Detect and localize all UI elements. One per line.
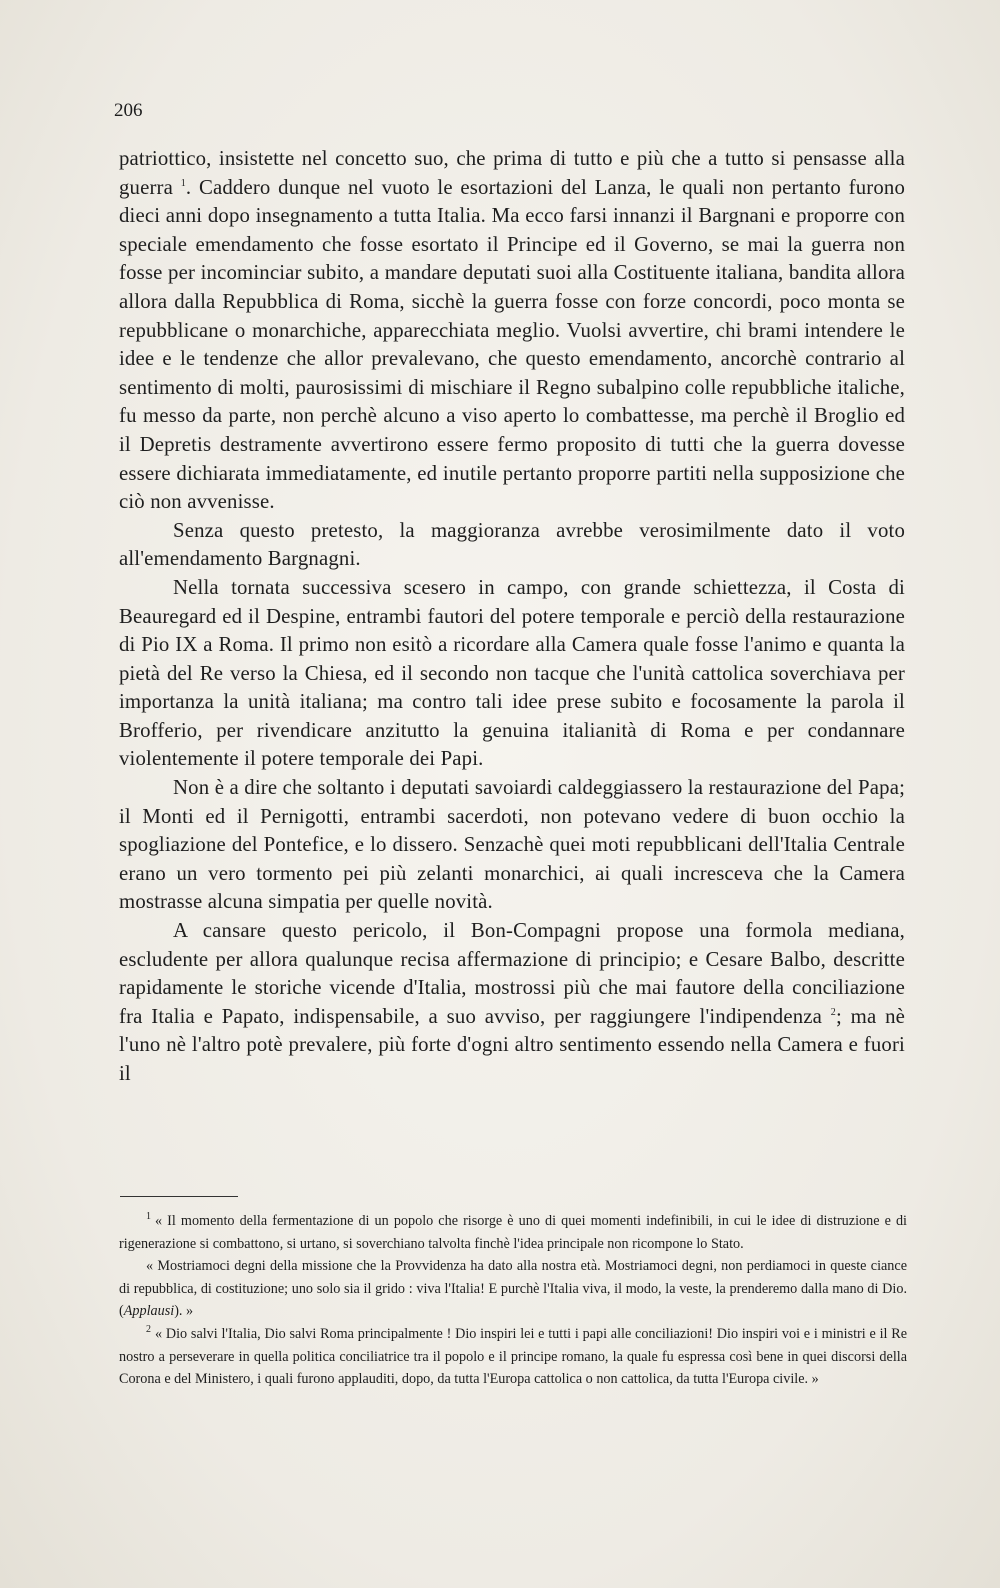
paragraph-text: . Caddero dunque nel vuoto le esortazioni del Lanza, le quali non pertanto furono dieci anni dopo insegnamento a tutta Italia. Ma ecco farsi innanzi il Bargnani e proporre con speciale emendamento che fosse esortato il Principe ed il Governo, se mai la guerra non fosse per incominciar subito, a mandare deputati suoi alla Costituente italiana, bandita allora allora dalla Repubblica di Roma, sicchè la guerra fosse con forze concordi, poco monta se repubblicane o monarchiche, apparecchiata meglio. Vuolsi avvertire, chi brami intendere le idee e le tendenze che allor prevalevano, che questo emendamento, ancorchè contrario al sentimento di molti, paurosissimi di mischiare il Regno subalpino colle repubbliche italiche, fu messo da parte, non perchè alcuno a viso aperto lo combattesse, ma perchè il Broglio ed il Depretis destramente avvertirono essere fermo proposito di tutti che la guerra dovesse essere dichiarata immediatamente, ed inutile pertanto proporre partiti nella supposizione che ciò non avvenisse. — [119, 175, 906, 514]
footnote-ref-1[interactable]: 1 — [180, 177, 186, 189]
footnote-emphasis: Applausi — [123, 1303, 175, 1320]
footnote-number: 1 — [146, 1211, 151, 1223]
footnote-1 — [119, 1210, 907, 1255]
footnote-text: « Il momento della fermentazione di un popolo che risorge è uno di quei momenti indefinibili, in cui le idee di distruzione e di rigenerazione si combattono, si urtano, si soverchiano talvolta finchè l'idea principale non ricompone lo Stato. — [119, 1213, 907, 1252]
footnote-2 — [119, 1323, 907, 1391]
paragraph-2: Senza questo pretesto, la maggioranza avrebbe verosimilmente dato il voto all'emendamento Bargnagni. — [119, 518, 905, 571]
paragraph-text: A cansare questo pericolo, il Bon-Compagni propose una formola mediana, escludente per allora qualunque recisa affermazione di principio; e Cesare Balbo, descritte rapidamente le storiche vicende d'Italia, mostrossi più che mai fautore della conciliazione fra Italia e Papato, indispensabile, a suo avviso, per raggiungere l'indipendenza — [119, 919, 905, 1028]
paragraph-5 — [119, 917, 905, 1089]
paragraph-text: ; ma nè l'uno nè l'altro potè prevalere, più forte d'ogni altro sentimento essendo nella Camera e fuori il — [119, 1004, 905, 1085]
paragraph-3: Nella tornata successiva scesero in campo, con grande schiettezza, il Costa di Beauregard ed il Despine, entrambi fautori del potere temporale e perciò della restaurazione di Pio IX a Roma. Il primo non esitò a ricordare alla Camera quale fosse l'animo e quanta la pietà del Re verso la Chiesa, ed il secondo non tacque che l'unità cattolica soverchiava per importanza la unità italiana; ma contro tali idee prese subito e focosamente la parola il Brofferio, per rivendicare anzitutto la genuina italianità di Roma e per condannare violentemente il potere temporale dei Papi. — [119, 575, 905, 771]
footnote-divider — [120, 1196, 238, 1197]
footnote-1-continued — [119, 1255, 907, 1323]
footnote-text: ). » — [174, 1303, 194, 1320]
footnotes — [119, 1210, 907, 1391]
paragraph-text: patriottico, insistette nel concetto suo, che prima di tutto e più che a tutto si pensasse alla guerra — [119, 147, 905, 199]
footnote-ref-2[interactable]: 2 — [830, 1006, 836, 1018]
main-text — [119, 145, 905, 1089]
paragraph-1 — [119, 145, 905, 517]
footnote-number: 2 — [146, 1324, 151, 1336]
footnote-text: « Dio salvi l'Italia, Dio salvi Roma principalmente ! Dio inspiri lei e tutti i papi alle conciliazioni! Dio inspiri voi e i ministri e il Re nostro a perseverare in quella politica conciliatrice tra il popolo e il principe romano, la quale fu espressa così bene in quei discorsi della Corona e del Ministero, i quali furono applauditi, dopo, da tutta l'Europa cattolica o non cattolica, da tutta l'Europa civile. » — [119, 1325, 907, 1388]
paragraph-4: Non è a dire che soltanto i deputati savoiardi caldeggiassero la restaurazione del Papa; il Monti ed il Pernigotti, entrambi sacerdoti, non potevano vedere di buon occhio la spogliazione del Pontefice, e lo dissero. Senzachè quei moti repubblicani dell'Italia Centrale erano un vero tormento pei più zelanti monarchici, ai quali incresceva che la Camera mostrasse alcuna simpatia per quelle novità. — [119, 776, 905, 914]
page-number: 206 — [114, 100, 143, 121]
footnote-text: « Mostriamoci degni della missione che la Provvidenza ha dato alla nostra età. Mostriamoci degni, non perdiamoci in queste ciance di repubblica, di costituzione; uno solo sia il grido : viva l'Italia! E purchè l'Italia viva, il modo, la veste, la prenderemo dalla mano di Dio. ( — [119, 1258, 907, 1320]
